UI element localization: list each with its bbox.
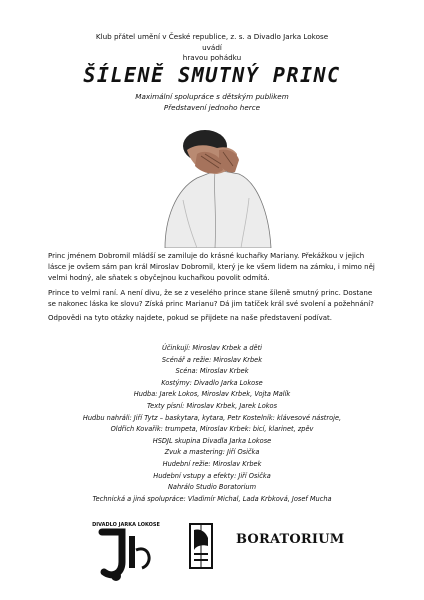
story-paragraph-1: Princ jménem Dobromil mládší se zamiluje do krásné kuchařky Mariany. Překážkou v jejich lásce je ovšem sám pan král Miroslav Dobromil, který je ke všem lidem na zámku, i mimo něj velmi hodný, ale sňatek s obyčejnou kuchařkou povolit odmítá. xyxy=(48,252,375,282)
presents-line: uvádí xyxy=(202,43,222,52)
story-paragraph-2: Prince to velmi raní. A není divu, že se z veselého prince stane šíleně smutný princ. Dostane se nakonec láska ke slovu? Získá princ Marianu? Dá jim tatíček král své svolení a požehnání? xyxy=(48,289,374,308)
credit-line: Scéna: Miroslav Krbek xyxy=(175,367,249,376)
credit-line: Hudba: Jarek Lokos, Miroslav Krbek, Vojta Malík xyxy=(133,390,291,399)
credit-line: Zvuk a mastering: Jiří Osička xyxy=(164,448,260,457)
credit-line: Účinkují: Miroslav Krbek a děti xyxy=(161,344,262,352)
credit-line: Scénář a režie: Miroslav Krbek xyxy=(161,355,263,364)
credit-line: Technická a jiná spolupráce: Vladimír Michal, Lada Krbková, Josef Mucha xyxy=(92,494,332,503)
credit-line: Nahrálo Studio Boratorium xyxy=(167,483,257,492)
divadlo-logo xyxy=(92,518,160,582)
credit-line: Kostýmy: Divadlo Jarka Lokose xyxy=(161,378,263,387)
credit-line: Oldřich Kovařík: trumpeta, Miroslav Krbek: bicí, klarinet, zpěv xyxy=(110,425,314,434)
credit-line: Hudební vstupy a efekty: Jiří Osička xyxy=(153,471,271,480)
club-logo xyxy=(186,520,216,572)
genre-line: hravou pohádku xyxy=(182,53,242,62)
credit-line: Texty písní: Miroslav Krbek, Jarek Lokos xyxy=(146,401,278,410)
poster-title: ŠÍLENĚ SMUTNÝ PRINC xyxy=(83,63,341,87)
credit-line: Hudbu nahráli: Jiří Tytz – baskytara, kytara, Petr Kostelník: klávesové nástroje, xyxy=(82,413,342,422)
story-paragraph-3: Odpovědi na tyto otázky najdete, pokud se přijdete na naše představení podívat. xyxy=(48,314,333,322)
credits-list xyxy=(0,343,424,505)
credit-line: HSDJL skupina Divadla Jarka Lokose xyxy=(152,436,272,445)
presenter-line: Klub přátel umění v České republice, z. s. a Divadlo Jarka Lokose xyxy=(95,32,329,41)
subtitle-line-1: Maximální spoluprácе s dětským publikem xyxy=(135,92,289,101)
actor-photo xyxy=(157,120,275,248)
subtitle-line-2: Představení jednoho herce xyxy=(163,103,261,112)
boratorium-logo: BORATORIUM xyxy=(236,532,345,547)
svg-text:DIVADLO JARKA LOKOSE: DIVADLO JARKA LOKOSE xyxy=(92,522,160,528)
credit-line: Hudební režie: Miroslav Krbek xyxy=(162,459,262,468)
